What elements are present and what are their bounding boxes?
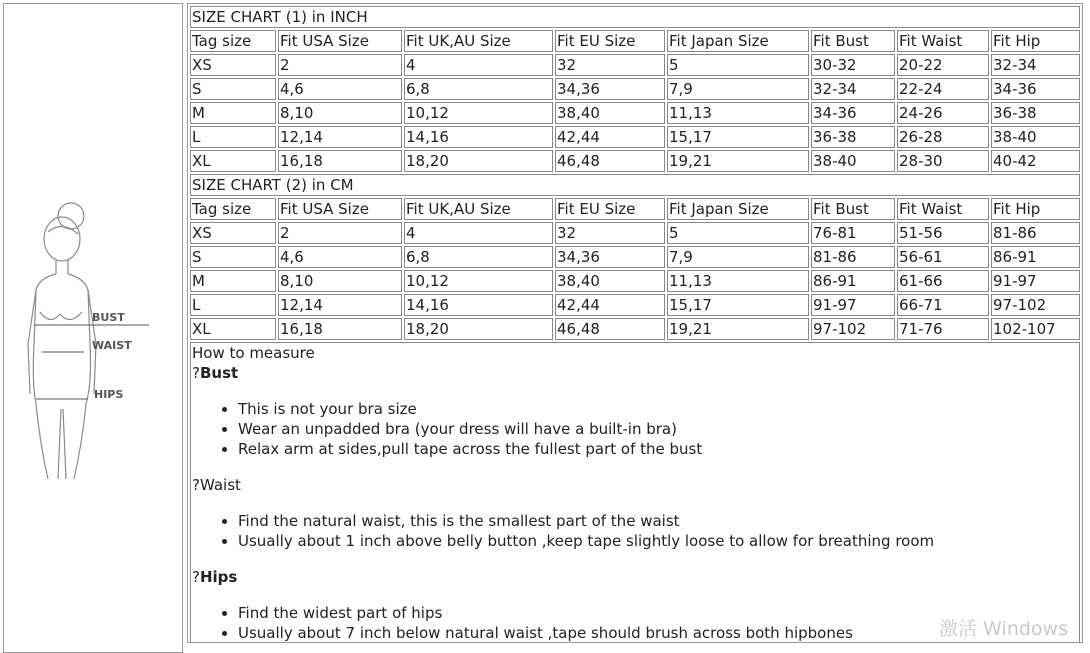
measure-heading: How to measure — [192, 344, 315, 362]
table-cell: 102-107 — [991, 318, 1080, 340]
table-cell: 36-38 — [991, 102, 1080, 124]
table-cell: 5 — [667, 222, 809, 244]
table-cell: 8,10 — [278, 270, 402, 292]
table-cell: 36-38 — [811, 126, 895, 148]
table-cell: 61-66 — [897, 270, 989, 292]
list-item: • Wear an unpadded bra (your dress will have a built-in bra) — [238, 419, 1079, 439]
table-cell: 46,48 — [555, 318, 665, 340]
table-cell: 5 — [667, 54, 809, 76]
activation-watermark: 激活 Windows — [939, 618, 1068, 640]
table-cell: 26-28 — [897, 126, 989, 148]
table-row — [190, 102, 1080, 124]
column-header: Fit Bust — [811, 198, 895, 220]
list-item: • Usually about 7 inch below natural waist ,tape should brush across both hipbones — [238, 623, 1079, 643]
column-header: Fit Hip — [991, 198, 1080, 220]
table-cell: 97-102 — [811, 318, 895, 340]
table-cell: 10,12 — [404, 102, 553, 124]
hips-prefix: ? — [192, 568, 200, 586]
column-header: Fit USA Size — [278, 30, 402, 52]
figure-cell — [3, 3, 183, 653]
table-cell: XS — [190, 222, 276, 244]
column-header: Fit EU Size — [555, 198, 665, 220]
table-cell: 20-22 — [897, 54, 989, 76]
size-chart-inch — [188, 4, 1082, 174]
list-item: • Relax arm at sides,pull tape across the fullest part of the bust — [238, 439, 1079, 459]
table-cell: 91-97 — [811, 294, 895, 316]
chart-title: SIZE CHART (2) in CM — [190, 174, 1080, 196]
table-cell: 2 — [278, 54, 402, 76]
table-row — [190, 54, 1080, 76]
table-cell: XS — [190, 54, 276, 76]
table-cell: 14,16 — [404, 294, 553, 316]
table-cell: 34-36 — [991, 78, 1080, 100]
table-cell: 6,8 — [404, 78, 553, 100]
table-cell: 91-97 — [991, 270, 1080, 292]
table-cell: 86-91 — [991, 246, 1080, 268]
table-cell: M — [190, 270, 276, 292]
table-row — [190, 78, 1080, 100]
table-cell: 19,21 — [667, 318, 809, 340]
table-cell: 71-76 — [897, 318, 989, 340]
table-cell: 66-71 — [897, 294, 989, 316]
table-cell: 34,36 — [555, 246, 665, 268]
table-row — [190, 270, 1080, 292]
table-cell: 28-30 — [897, 150, 989, 172]
table-cell: 14,16 — [404, 126, 553, 148]
table-cell: 7,9 — [667, 246, 809, 268]
table-row — [190, 126, 1080, 148]
table-cell: 16,18 — [278, 150, 402, 172]
table-cell: 24-26 — [897, 102, 989, 124]
bust-label: BUST — [92, 311, 125, 324]
table-cell: 2 — [278, 222, 402, 244]
table-row — [190, 246, 1080, 268]
waist-heading: ?Waist — [192, 476, 241, 494]
list-item: • Usually about 1 inch above belly button ,keep tape slightly loose to allow for breathing room — [238, 531, 1079, 551]
table-cell: L — [190, 126, 276, 148]
table-cell: 38,40 — [555, 270, 665, 292]
bust-heading — [192, 363, 1079, 383]
table-cell: 56-61 — [897, 246, 989, 268]
waist-label: WAIST — [92, 339, 132, 352]
table-cell: 11,13 — [667, 102, 809, 124]
table-cell: 81-86 — [991, 222, 1080, 244]
column-header: Fit Hip — [991, 30, 1080, 52]
table-cell: 38,40 — [555, 102, 665, 124]
header-row — [190, 198, 1080, 220]
table-cell: 16,18 — [278, 318, 402, 340]
table-cell: 4,6 — [278, 78, 402, 100]
table-cell: 10,12 — [404, 270, 553, 292]
hair-bun-shape — [58, 203, 84, 229]
column-header: Fit UK,AU Size — [404, 198, 553, 220]
table-cell: 4,6 — [278, 246, 402, 268]
table-cell: 4 — [404, 54, 553, 76]
table-cell: 8,10 — [278, 102, 402, 124]
size-chart-cm — [188, 172, 1082, 342]
size-chart-column — [187, 3, 1083, 643]
column-header: Tag size — [190, 30, 276, 52]
bust-list — [192, 399, 1079, 459]
table-cell: 15,17 — [667, 294, 809, 316]
table-cell: 42,44 — [555, 126, 665, 148]
column-header: Fit Japan Size — [667, 30, 809, 52]
table-cell: 42,44 — [555, 294, 665, 316]
column-header: Fit Bust — [811, 30, 895, 52]
how-to-measure-section — [190, 342, 1080, 642]
table-cell: 12,14 — [278, 126, 402, 148]
waist-list — [192, 511, 1079, 551]
table-cell: XL — [190, 150, 276, 172]
table-cell: 30-32 — [811, 54, 895, 76]
right-torso-outline — [68, 274, 91, 404]
table-row — [190, 294, 1080, 316]
table-cell: 18,20 — [404, 150, 553, 172]
head-shape — [44, 217, 80, 261]
table-cell: 32 — [555, 222, 665, 244]
table-cell: 18,20 — [404, 318, 553, 340]
table-cell: 86-91 — [811, 270, 895, 292]
table-row — [190, 318, 1080, 340]
list-item: • Find the natural waist, this is the smallest part of the waist — [238, 511, 1079, 531]
table-row — [190, 222, 1080, 244]
table-cell: 81-86 — [811, 246, 895, 268]
column-header: Fit UK,AU Size — [404, 30, 553, 52]
table-cell: 51-56 — [897, 222, 989, 244]
hips-title: Hips — [199, 568, 238, 586]
table-cell: 6,8 — [404, 246, 553, 268]
hips-heading — [192, 567, 1079, 587]
table-cell: S — [190, 78, 276, 100]
table-cell: L — [190, 294, 276, 316]
table-cell: 38-40 — [991, 126, 1080, 148]
bust-title: Bust — [199, 364, 239, 382]
table-cell: 4 — [404, 222, 553, 244]
table-cell: M — [190, 102, 276, 124]
table-cell: 76-81 — [811, 222, 895, 244]
column-header: Fit EU Size — [555, 30, 665, 52]
chart-title: SIZE CHART (1) in INCH — [190, 6, 1080, 28]
body-measurement-figure — [14, 194, 164, 494]
table-cell: 19,21 — [667, 150, 809, 172]
table-cell: 46,48 — [555, 150, 665, 172]
column-header: Fit Waist — [897, 198, 989, 220]
table-cell: 22-24 — [897, 78, 989, 100]
table-cell: S — [190, 246, 276, 268]
column-header: Fit Waist — [897, 30, 989, 52]
bust-prefix: ? — [192, 364, 200, 382]
hips-label: HIPS — [94, 388, 124, 401]
column-header: Fit USA Size — [278, 198, 402, 220]
header-row — [190, 30, 1080, 52]
table-cell: 97-102 — [991, 294, 1080, 316]
column-header: Fit Japan Size — [667, 198, 809, 220]
table-cell: 32-34 — [811, 78, 895, 100]
table-cell: 40-42 — [991, 150, 1080, 172]
list-item: • Find the widest part of hips — [238, 603, 1079, 623]
table-cell: 34,36 — [555, 78, 665, 100]
table-cell: 15,17 — [667, 126, 809, 148]
table-cell: 32 — [555, 54, 665, 76]
table-row — [190, 150, 1080, 172]
table-cell: 12,14 — [278, 294, 402, 316]
table-cell: 32-34 — [991, 54, 1080, 76]
left-torso-outline — [33, 274, 56, 404]
list-item: • This is not your bra size — [238, 399, 1079, 419]
column-header: Tag size — [190, 198, 276, 220]
table-cell: 38-40 — [811, 150, 895, 172]
table-cell: 34-36 — [811, 102, 895, 124]
table-cell: XL — [190, 318, 276, 340]
table-cell: 7,9 — [667, 78, 809, 100]
table-cell: 11,13 — [667, 270, 809, 292]
